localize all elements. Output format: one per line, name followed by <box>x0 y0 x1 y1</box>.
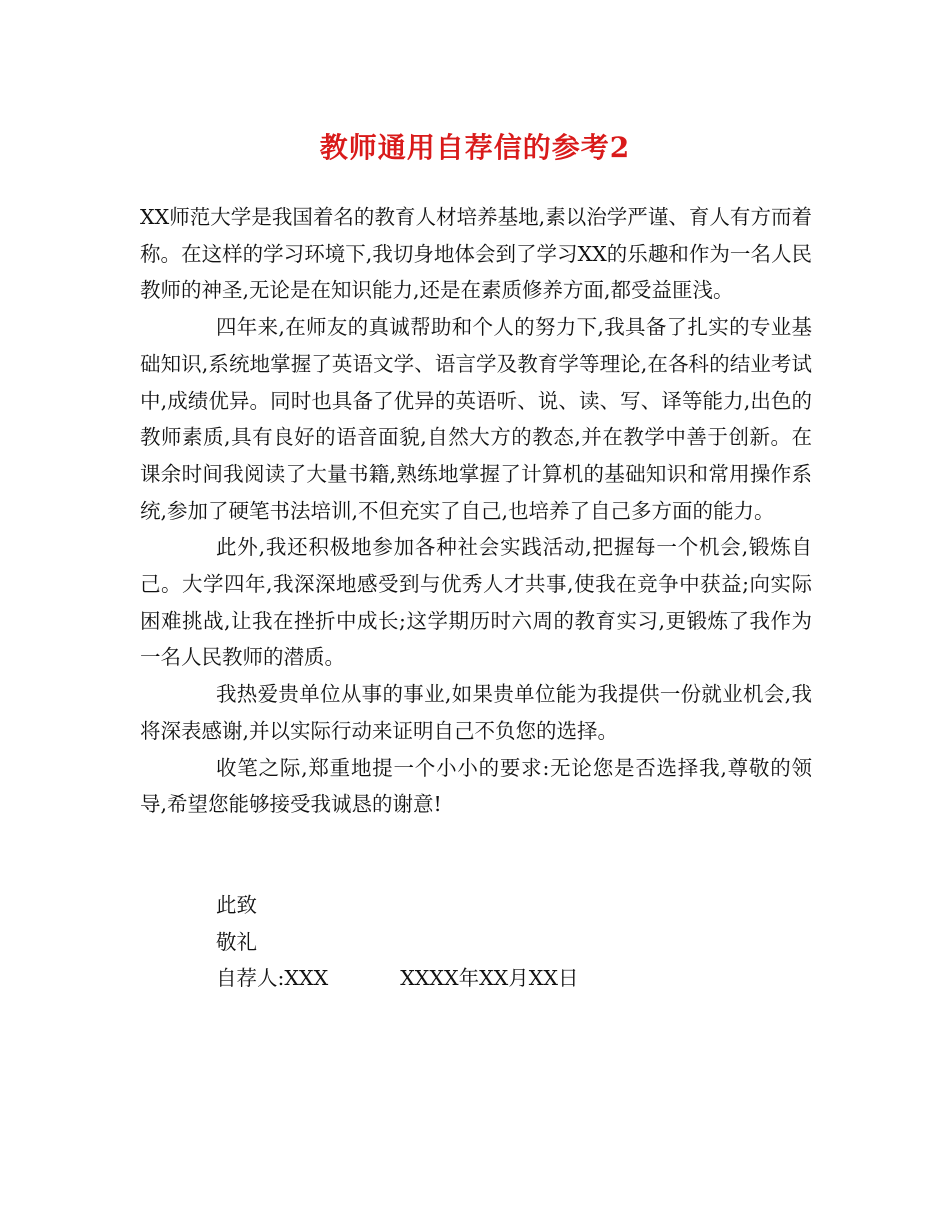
signature-line <box>216 960 578 997</box>
document-body <box>140 199 812 823</box>
paragraph-aspiration: 我热爱贵单位从事的事业,如果贵单位能为我提供一份就业机会,我将深表感谢,并以实际行动来证明自己不负您的选择。 <box>140 682 812 743</box>
paragraph-skills: 四年来,在师友的真诚帮助和个人的努力下,我具备了扎实的专业基础知识,系统地掌握了英语文学、语言学及教育学等理论,在各科的结业考试中,成绩优异。同时也具备了优异的英语听、说、读、写、译等能力,出色的教师素质,具有良好的语音面貌,自然大方的教态,并在教学中善于创新。在课余时间我阅读了大量书籍,熟练地掌握了计算机的基础知识和常用操作系统,参加了硬笔书法培训,不但充实了自己,也培养了自己多方面的能力。 <box>140 315 812 523</box>
closing-salutation: 此致 <box>216 893 257 917</box>
signer-name: 自荐人:XXX <box>216 966 329 990</box>
document-title: 教师通用自荐信的参考2 <box>319 131 631 164</box>
signature-date: XXXX年XX月XX日 <box>400 966 579 990</box>
paragraph-intro: XX师范大学是我国着名的教育人材培养基地,素以治学严谨、育人有方而着称。在这样的学习环境下,我切身地体会到了学习XX的乐趣和作为一名人民教师的神圣,无论是在知识能力,还是在素质修养方面,都受益匪浅。 <box>140 205 812 303</box>
paragraph-activities: 此外,我还积极地参加各种社会实践活动,把握每一个机会,锻炼自己。大学四年,我深深地感受到与优秀人才共事,使我在竞争中获益;向实际困难挑战,让我在挫折中成长;这学期历时六周的教育实习,更锻炼了我作为一名人民教师的潜质。 <box>140 535 812 670</box>
closing-regards: 敬礼 <box>216 930 257 954</box>
paragraph-request: 收笔之际,郑重地提一个小小的要求:无论您是否选择我,尊敬的领导,希望您能够接受我诚恳的谢意! <box>140 755 812 817</box>
